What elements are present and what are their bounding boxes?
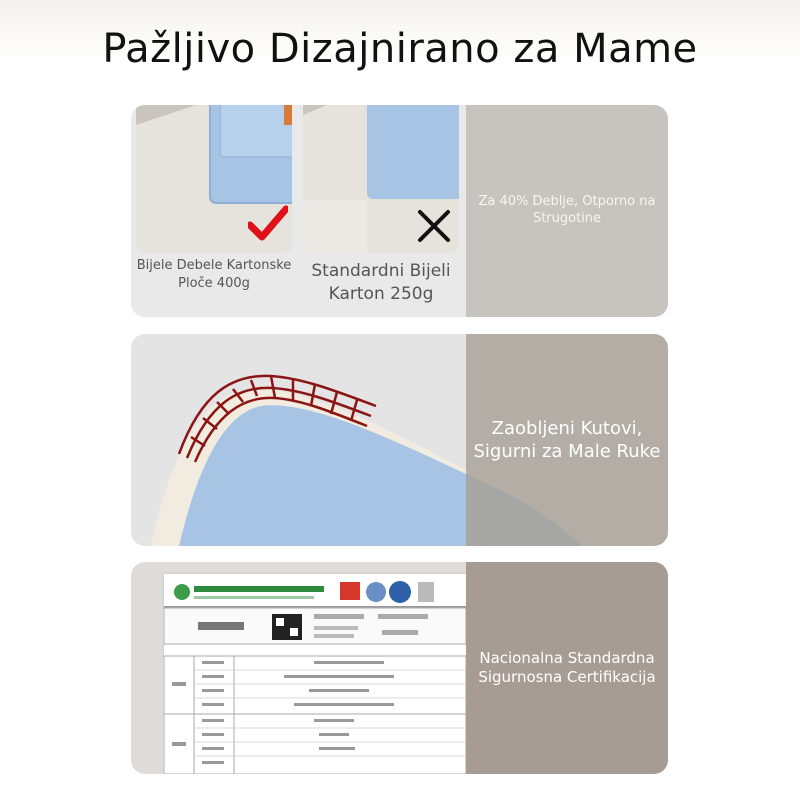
certification-panel: [131, 562, 668, 774]
corners-side-text: Zaobljeni Kutovi, Sigurni za Male Ruke: [466, 334, 668, 546]
cross-icon: [417, 209, 451, 243]
rounded-corners-panel: [131, 334, 668, 546]
thin-board-label: Standardni Bijeli Karton 250g: [311, 261, 451, 304]
thickness-side-text: Za 40% Deblje, Otporno na Strugotine: [466, 105, 668, 317]
certification-side-text: Nacionalna Standardna Sigurnosna Certifikacija: [466, 562, 668, 774]
check-icon: [248, 205, 288, 241]
page-title: Pažljivo Dizajnirano za Mame: [102, 26, 698, 72]
thick-board-label: Bijele Debele Kartonske Ploče 400g: [136, 258, 292, 291]
thickness-comparison-panel: [131, 105, 668, 317]
certificate-document-image: [164, 574, 466, 774]
